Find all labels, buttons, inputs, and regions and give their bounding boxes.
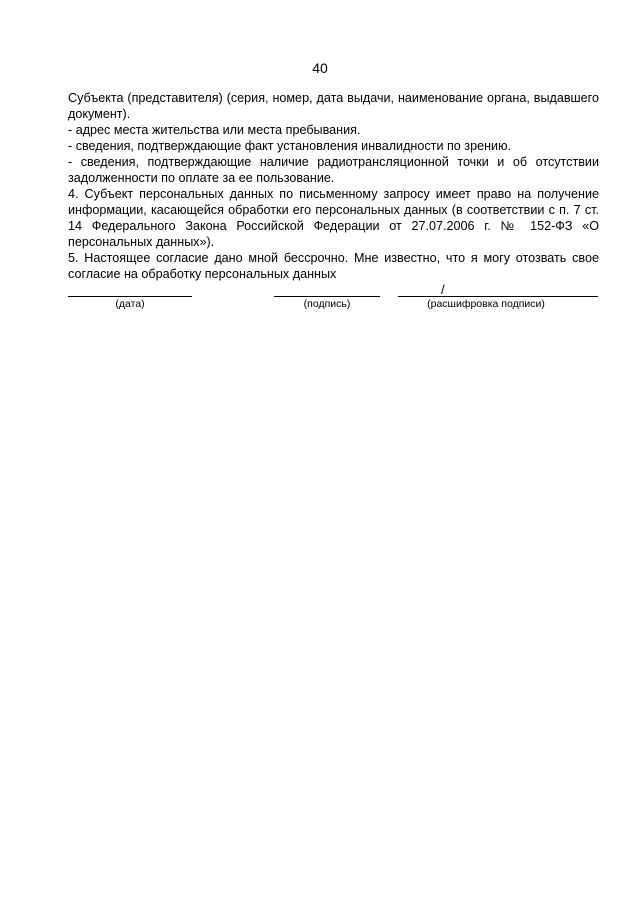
decoding-line	[398, 296, 598, 297]
paragraph-item-5: 5. Настоящее согласие дано мной бессрочно. Мне известно, что я могу отозвать свое согласие на обработку персональных данных	[68, 251, 599, 281]
paragraph-item-4: 4. Субъект персональных данных по письменному запросу имеет право на получение информации, касающейся обработки его персональных данных (в соответствии с п. 7 ст. 14 Федерального Закона Российской Федерации от 27.07.2006 г. № 152-ФЗ «О персональных данных»).	[68, 187, 599, 249]
paragraph-radio-point: - сведения, подтверждающие наличие радиотрансляционной точки и об отсутствии задолженности по оплате за ее пользование.	[68, 155, 599, 185]
signature-caption: (подпись)	[303, 298, 351, 310]
signature-line	[274, 296, 380, 297]
paragraph-subject-document: Субъекта (представителя) (серия, номер, дата выдачи, наименование органа, выдавшего документ).	[68, 91, 599, 121]
paragraph-address: - адрес места жительства или места пребывания.	[68, 123, 361, 137]
signature-slash: /	[441, 282, 445, 297]
document-body	[68, 90, 599, 282]
paragraph-disability: - сведения, подтверждающие факт установления инвалидности по зрению.	[68, 139, 512, 153]
decoding-caption: (расшифровка подписи)	[427, 298, 545, 310]
signature-block	[0, 282, 640, 312]
date-caption: (дата)	[115, 298, 145, 310]
date-line	[68, 296, 192, 297]
page-number: 40	[312, 60, 328, 76]
